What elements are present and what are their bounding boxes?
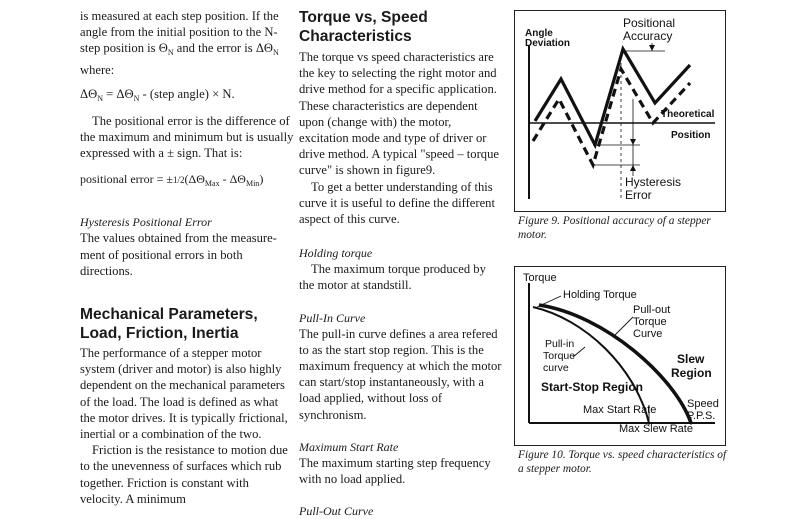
speed-label: Speed — [687, 398, 719, 410]
accuracy-label: Accuracy — [623, 29, 673, 43]
hysteresis-paragraph: The values obtained from the measure-ment of positional errors in both directions. — [80, 231, 277, 278]
torque-speed-paragraph-2: To get a better understanding of this curve it is useful to define the different aspect of this curve. — [299, 179, 495, 227]
holding-torque-label: Holding Torque — [563, 289, 637, 301]
pull-out-label-3: Curve — [633, 328, 663, 340]
holding-torque-subheading: Holding torque — [299, 246, 373, 261]
pull-out-leader — [615, 317, 633, 335]
pull-in-label-3: curve — [543, 362, 569, 374]
angle-label: Angle — [525, 28, 553, 39]
equation-step-error: $\Delta\Theta_N = \Delta\Theta_N$ - (step angle) × N. — [80, 86, 235, 103]
positive-direction-curve — [535, 49, 690, 145]
pull-out-subheading: Pull-Out Curve — [299, 504, 374, 519]
hysteresis-subheading: Hysteresis Positional Error — [80, 215, 212, 230]
deviation-label: Deviation — [525, 38, 571, 49]
theoretical-label: Theoretical — [661, 109, 715, 120]
holding-torque-paragraph: The maximum torque produced by the motor at standstill. — [299, 262, 486, 293]
column-2 — [299, 0, 502, 519]
max-start-rate-subheading: Maximum Start Rate — [299, 439, 399, 454]
positional-label: Positional — [623, 16, 676, 30]
intro-paragraph: is measured at each step position. If the angle from the initial position to the N-step position is $\Theta_N$ and the error is $\Delta\Theta_N$ where: — [80, 9, 279, 77]
accuracy-arrow — [649, 45, 655, 51]
max-start-rate-label: Max Start Rate — [583, 404, 657, 416]
hysteresis-arrow-bottom — [630, 165, 636, 171]
torque-axis-label: Torque — [523, 272, 557, 284]
pull-in-paragraph: The pull-in curve defines a area refered to as the start stop region. This is the maximum frequency at which the motor can start/stop instantaneously, with a load applied, without loss of synchronism. — [299, 326, 502, 422]
position-label: Position — [671, 130, 711, 141]
figure-9 — [514, 10, 726, 212]
pull-in-label-2: Torque — [543, 350, 576, 362]
slew-label: Slew — [677, 352, 705, 366]
pull-out-label-2: Torque — [633, 316, 667, 328]
mechanical-paragraph-1: The performance of a stepper motor system (driver and motor) is also highly dependent on the mechanical parameters of the load. The load is defined as what the motor drives. It is typically frictional, inertial or a combination of the two. — [80, 346, 288, 442]
column-1 — [80, 0, 294, 507]
start-stop-region-label: Start-Stop Region — [541, 380, 643, 394]
error-label: Error — [625, 188, 652, 202]
mechanical-parameters-heading: Mechanical Parameters, Load, Friction, Inertia — [80, 306, 258, 343]
pps-label: P.P.S. — [687, 410, 716, 422]
figure-9-caption: Figure 9. Positional accuracy of a stepper motor. — [518, 215, 711, 241]
equation-positional-error: positional error = $\pm 1/2(\Delta\Theta_{Max} - \Delta\Theta_{Min})$ — [80, 172, 264, 189]
pull-in-label-1: Pull-in — [545, 338, 575, 350]
max-slew-rate-label: Max Slew Rate — [619, 423, 693, 435]
pull-out-label-1: Pull-out — [633, 304, 671, 316]
figure-10-caption: Figure 10. Torque vs. speed characteristics of a stepper motor. — [518, 449, 727, 475]
mechanical-paragraph-2: Friction is the resistance to motion due to the unevenness of surfaces which rub together. Friction is constant with velocity. A minimum — [80, 443, 288, 506]
torque-speed-paragraph-1: The torque vs speed characteristics are the key to selecting the right motor and drive method for a specific application. These characteristics are dependent upon (change with) the motor, excitation mode and type of driver or drive method. A typical "speed – torque curve" is shown in figure9. — [299, 50, 499, 178]
max-start-rate-paragraph: The maximum starting step frequency with no load applied. — [299, 455, 491, 487]
positional-error-paragraph: The positional error is the difference of the maximum and minimum but is usually expressed with a ± sign. That is: — [80, 113, 294, 161]
torque-speed-heading: Torque vs, Speed Characteristics — [299, 9, 428, 45]
figure-10 — [514, 266, 726, 446]
region-label: Region — [671, 366, 712, 380]
torque-speed-diagram — [515, 267, 725, 445]
hysteresis-label: Hysteresis — [625, 175, 682, 189]
pull-in-subheading: Pull-In Curve — [299, 310, 366, 325]
hysteresis-arrow-top — [630, 139, 636, 145]
positional-accuracy-diagram — [515, 11, 725, 211]
